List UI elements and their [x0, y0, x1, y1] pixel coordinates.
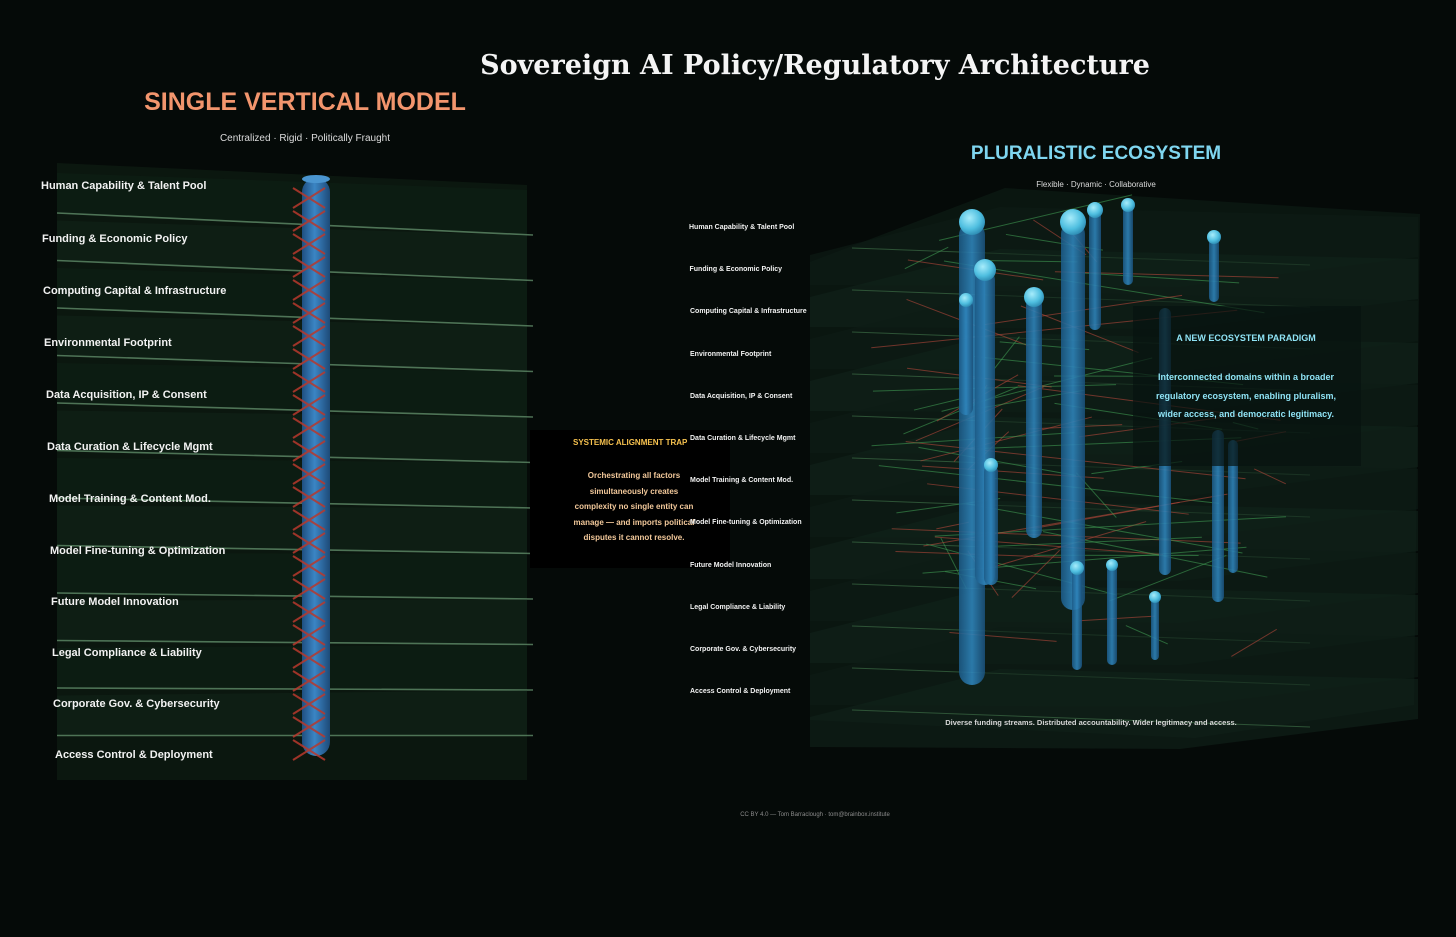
ecosystem-pillar	[1061, 222, 1085, 610]
ecosystem-pillar	[959, 300, 973, 415]
left-layer-label: Model Fine-tuning & Optimization	[50, 545, 226, 557]
right-heading: PLURALISTIC ECOSYSTEM	[970, 143, 1222, 164]
left-layer-label: Data Acquisition, IP & Consent	[46, 389, 207, 401]
page-title: Sovereign AI Policy/Regulatory Architecture	[480, 50, 1150, 81]
left-layer-label: Model Training & Content Mod.	[49, 493, 211, 505]
ecosystem-node	[984, 458, 998, 472]
left-layer-label: Environmental Footprint	[44, 337, 172, 349]
left-heading: SINGLE VERTICAL MODEL	[144, 88, 466, 116]
left-layer-slab	[57, 553, 527, 599]
ecosystem-pillar	[1089, 210, 1101, 330]
left-layer-label: Human Capability & Talent Pool	[41, 180, 207, 192]
left-layer-label: Access Control & Deployment	[55, 749, 213, 761]
right-layer-label: Computing Capital & Infrastructure	[690, 308, 807, 316]
left-layer-label: Future Model Innovation	[51, 596, 179, 608]
right-layer-label: Future Model Innovation	[690, 561, 772, 569]
ecosystem-node	[959, 209, 985, 235]
paradigm-body: Interconnected domains within a broader regulatory ecosystem, enabling pluralism, wider access, and democratic legitimacy.	[1155, 372, 1337, 419]
ecosystem-pillar	[1107, 565, 1117, 665]
ecosystem-pillar	[1209, 237, 1219, 302]
left-layer-label: Data Curation & Lifecycle Mgmt	[47, 441, 213, 453]
ecosystem-node	[1121, 198, 1135, 212]
left-subtitle: Centralized · Rigid · Politically Fraught	[219, 133, 391, 144]
right-layer-label: Corporate Gov. & Cybersecurity	[690, 646, 797, 653]
ecosystem-caption: Diverse funding streams. Distributed accountability. Wider legitimacy and access.	[945, 718, 1237, 727]
alignment-trap-title: SYSTEMIC ALIGNMENT TRAP	[573, 438, 688, 447]
ecosystem-node	[1087, 202, 1103, 218]
ecosystem-node	[1024, 287, 1044, 307]
left-layer-label: Corporate Gov. & Cybersecurity	[53, 698, 220, 710]
right-subtitle: Flexible · Dynamic · Collaborative	[1036, 180, 1156, 189]
right-layer-label: Legal Compliance & Liability	[690, 603, 786, 611]
alignment-trap-body: Orchestrating all factors simultaneously creates complexity no single entity can manage — and imports political disputes it cannot resolve.	[573, 471, 695, 542]
right-layer-label: Funding & Economic Policy	[689, 266, 783, 274]
ecosystem-node	[959, 293, 973, 307]
right-layer-label: Human Capability & Talent Pool	[689, 224, 795, 231]
left-layer-label: Funding & Economic Policy	[42, 233, 188, 245]
right-layer-label: Access Control & Deployment	[690, 688, 791, 696]
ecosystem-pillar	[984, 465, 998, 585]
right-layer-label: Data Acquisition, IP & Consent	[690, 392, 793, 400]
paradigm-title: A NEW ECOSYSTEM PARADIGM	[1176, 333, 1316, 343]
right-layer-label: Model Fine-tuning & Optimization	[690, 519, 802, 527]
left-layer-label: Legal Compliance & Liability	[52, 647, 202, 659]
right-layer-label: Data Curation & Lifecycle Mgmt	[690, 435, 796, 442]
ecosystem-node	[974, 259, 996, 281]
ecosystem-pillar	[1072, 568, 1082, 670]
ecosystem-node	[1060, 209, 1086, 235]
left-layer-label: Computing Capital & Infrastructure	[43, 285, 227, 297]
ecosystem-pillar	[1026, 297, 1042, 538]
ecosystem-node	[1207, 230, 1221, 244]
credit-line: CC BY 4.0 — Tom Barraclough · tom@brainbox.institute	[740, 812, 890, 818]
ecosystem-node	[1070, 561, 1084, 575]
right-layer-label: Model Training & Content Mod.	[690, 477, 794, 485]
ecosystem-node	[1106, 559, 1118, 571]
ecosystem-node	[1149, 591, 1161, 603]
right-layer-label: Environmental Footprint	[690, 350, 772, 358]
ecosystem-pillar	[1151, 597, 1159, 660]
ecosystem-pillar	[1123, 205, 1133, 285]
